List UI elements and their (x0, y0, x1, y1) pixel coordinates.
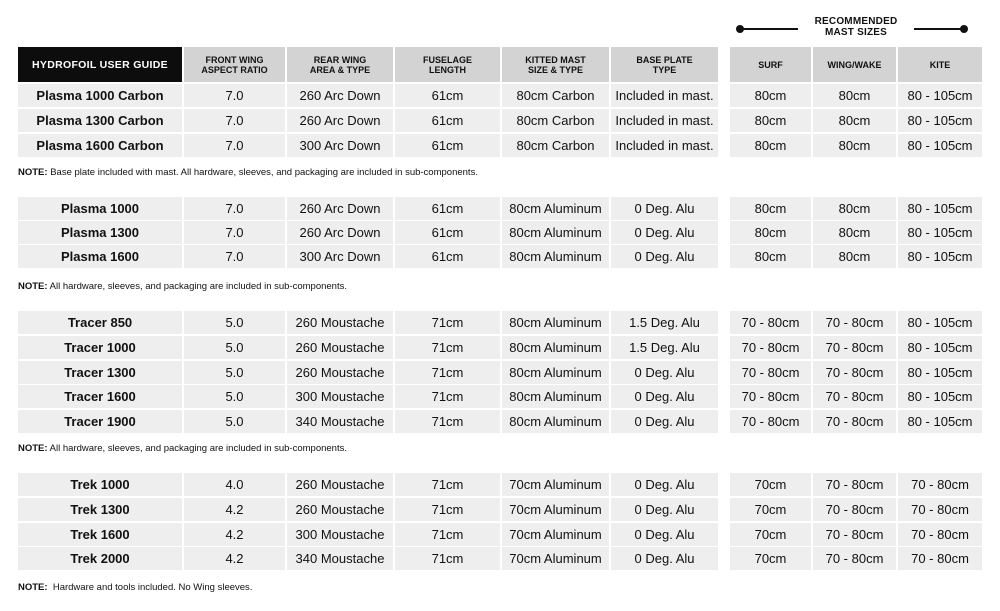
kite-mast-cell: 70 - 80cm (898, 523, 982, 546)
header-hydrofoil-user-guide: HYDROFOIL USER GUIDE (18, 47, 182, 82)
front-wing-aspect-cell: 5.0 (184, 336, 285, 359)
fuselage-length-cell: 71cm (395, 385, 500, 408)
header-base-plate: BASE PLATE TYPE (611, 47, 718, 82)
fuselage-length-cell: 71cm (395, 361, 500, 384)
front-wing-aspect-cell: 5.0 (184, 410, 285, 433)
note-label: NOTE: (18, 281, 48, 292)
model-name-cell: Plasma 1000 Carbon (18, 84, 182, 107)
model-name-cell: Tracer 1600 (18, 385, 182, 408)
model-name-cell: Tracer 1900 (18, 410, 182, 433)
fuselage-length-cell: 71cm (395, 498, 500, 521)
kite-mast-cell: 70 - 80cm (898, 473, 982, 496)
surf-mast-cell: 80cm (730, 134, 811, 157)
wing-wake-mast-cell: 80cm (813, 84, 896, 107)
rear-wing-area-cell: 340 Moustache (287, 547, 393, 570)
kite-mast-cell: 80 - 105cm (898, 84, 982, 107)
note-text: All hardware, sleeves, and packaging are included in sub-components. (47, 443, 347, 454)
rear-wing-area-cell: 260 Moustache (287, 311, 393, 334)
front-wing-aspect-cell: 7.0 (184, 197, 285, 220)
fuselage-length-cell: 61cm (395, 245, 500, 268)
rear-wing-area-cell: 260 Arc Down (287, 109, 393, 132)
fuselage-length-cell: 61cm (395, 197, 500, 220)
kitted-mast-cell: 80cm Aluminum (502, 336, 609, 359)
left-divider-line (740, 28, 798, 30)
note-text: Hardware and tools included. No Wing sleeves. (47, 582, 253, 593)
fuselage-length-cell: 61cm (395, 84, 500, 107)
front-wing-aspect-cell: 4.2 (184, 547, 285, 570)
model-name-cell: Trek 1000 (18, 473, 182, 496)
front-wing-aspect-cell: 5.0 (184, 385, 285, 408)
surf-mast-cell: 80cm (730, 245, 811, 268)
base-plate-cell: 0 Deg. Alu (611, 523, 718, 546)
base-plate-cell: 1.5 Deg. Alu (611, 336, 718, 359)
surf-mast-cell: 80cm (730, 84, 811, 107)
fuselage-length-cell: 61cm (395, 134, 500, 157)
rear-wing-area-cell: 260 Moustache (287, 361, 393, 384)
fuselage-length-cell: 71cm (395, 410, 500, 433)
rear-wing-area-cell: 260 Moustache (287, 336, 393, 359)
fuselage-length-cell: 61cm (395, 221, 500, 244)
recommended-mast-sizes-title: RECOMMENDED MAST SIZES (814, 16, 898, 38)
model-name-cell: Tracer 1300 (18, 361, 182, 384)
note-text: All hardware, sleeves, and packaging are included in sub-components. (47, 281, 347, 292)
front-wing-aspect-cell: 5.0 (184, 361, 285, 384)
surf-mast-cell: 70cm (730, 547, 811, 570)
header-fuselage: FUSELAGE LENGTH (395, 47, 500, 82)
base-plate-cell: Included in mast. (611, 109, 718, 132)
wing-wake-mast-cell: 80cm (813, 134, 896, 157)
surf-mast-cell: 70 - 80cm (730, 385, 811, 408)
wing-wake-mast-cell: 70 - 80cm (813, 547, 896, 570)
kite-mast-cell: 80 - 105cm (898, 109, 982, 132)
kitted-mast-cell: 80cm Aluminum (502, 385, 609, 408)
rear-wing-area-cell: 340 Moustache (287, 410, 393, 433)
base-plate-cell: 0 Deg. Alu (611, 547, 718, 570)
right-dot-icon (960, 25, 968, 33)
front-wing-aspect-cell: 7.0 (184, 221, 285, 244)
wing-wake-mast-cell: 70 - 80cm (813, 498, 896, 521)
kitted-mast-cell: 70cm Aluminum (502, 523, 609, 546)
base-plate-cell: 0 Deg. Alu (611, 221, 718, 244)
front-wing-aspect-cell: 7.0 (184, 109, 285, 132)
base-plate-cell: Included in mast. (611, 84, 718, 107)
kite-mast-cell: 80 - 105cm (898, 361, 982, 384)
kite-mast-cell: 80 - 105cm (898, 197, 982, 220)
kitted-mast-cell: 80cm Aluminum (502, 311, 609, 334)
base-plate-cell: 0 Deg. Alu (611, 361, 718, 384)
group-note (18, 281, 347, 292)
model-name-cell: Plasma 1600 (18, 245, 182, 268)
header-wing-wake: WING/WAKE (813, 47, 896, 82)
wing-wake-mast-cell: 70 - 80cm (813, 385, 896, 408)
front-wing-aspect-cell: 4.0 (184, 473, 285, 496)
kite-mast-cell: 80 - 105cm (898, 221, 982, 244)
rear-wing-area-cell: 300 Moustache (287, 523, 393, 546)
rear-wing-area-cell: 300 Arc Down (287, 134, 393, 157)
note-text: Base plate included with mast. All hardware, sleeves, and packaging are included in sub-components. (47, 167, 478, 178)
base-plate-cell: 0 Deg. Alu (611, 410, 718, 433)
recommended-mast-sizes-header (730, 8, 982, 44)
fuselage-length-cell: 71cm (395, 473, 500, 496)
wing-wake-mast-cell: 70 - 80cm (813, 523, 896, 546)
base-plate-cell: Included in mast. (611, 134, 718, 157)
base-plate-cell: 0 Deg. Alu (611, 245, 718, 268)
surf-mast-cell: 80cm (730, 221, 811, 244)
wing-wake-mast-cell: 70 - 80cm (813, 473, 896, 496)
fuselage-length-cell: 71cm (395, 547, 500, 570)
surf-mast-cell: 80cm (730, 197, 811, 220)
note-label: NOTE: (18, 443, 48, 454)
surf-mast-cell: 70 - 80cm (730, 410, 811, 433)
rear-wing-area-cell: 260 Arc Down (287, 221, 393, 244)
kite-mast-cell: 80 - 105cm (898, 134, 982, 157)
kite-mast-cell: 80 - 105cm (898, 410, 982, 433)
surf-mast-cell: 70 - 80cm (730, 361, 811, 384)
kitted-mast-cell: 80cm Aluminum (502, 197, 609, 220)
kite-mast-cell: 80 - 105cm (898, 245, 982, 268)
kite-mast-cell: 70 - 80cm (898, 498, 982, 521)
rear-wing-area-cell: 300 Moustache (287, 385, 393, 408)
kitted-mast-cell: 70cm Aluminum (502, 473, 609, 496)
model-name-cell: Plasma 1000 (18, 197, 182, 220)
wing-wake-mast-cell: 80cm (813, 109, 896, 132)
fuselage-length-cell: 71cm (395, 311, 500, 334)
wing-wake-mast-cell: 80cm (813, 245, 896, 268)
fuselage-length-cell: 61cm (395, 109, 500, 132)
model-name-cell: Tracer 1000 (18, 336, 182, 359)
kite-mast-cell: 70 - 80cm (898, 547, 982, 570)
note-label: NOTE: (18, 582, 48, 593)
kite-mast-cell: 80 - 105cm (898, 385, 982, 408)
wing-wake-mast-cell: 70 - 80cm (813, 311, 896, 334)
model-name-cell: Trek 1300 (18, 498, 182, 521)
fuselage-length-cell: 71cm (395, 523, 500, 546)
group-note (18, 443, 347, 454)
header-rear-wing: REAR WING AREA & TYPE (287, 47, 393, 82)
surf-mast-cell: 70cm (730, 523, 811, 546)
surf-mast-cell: 70 - 80cm (730, 311, 811, 334)
base-plate-cell: 0 Deg. Alu (611, 473, 718, 496)
rear-wing-area-cell: 260 Moustache (287, 473, 393, 496)
surf-mast-cell: 70cm (730, 498, 811, 521)
model-name-cell: Trek 2000 (18, 547, 182, 570)
kitted-mast-cell: 80cm Carbon (502, 134, 609, 157)
wing-wake-mast-cell: 80cm (813, 197, 896, 220)
model-name-cell: Plasma 1300 Carbon (18, 109, 182, 132)
model-name-cell: Trek 1600 (18, 523, 182, 546)
kitted-mast-cell: 70cm Aluminum (502, 547, 609, 570)
base-plate-cell: 0 Deg. Alu (611, 498, 718, 521)
model-name-cell: Tracer 850 (18, 311, 182, 334)
surf-mast-cell: 80cm (730, 109, 811, 132)
right-divider-line (914, 28, 962, 30)
kitted-mast-cell: 80cm Carbon (502, 84, 609, 107)
base-plate-cell: 1.5 Deg. Alu (611, 311, 718, 334)
kitted-mast-cell: 80cm Aluminum (502, 245, 609, 268)
front-wing-aspect-cell: 7.0 (184, 245, 285, 268)
front-wing-aspect-cell: 7.0 (184, 134, 285, 157)
fuselage-length-cell: 71cm (395, 336, 500, 359)
wing-wake-mast-cell: 80cm (813, 221, 896, 244)
group-note (18, 167, 478, 178)
kitted-mast-cell: 80cm Aluminum (502, 410, 609, 433)
group-note (18, 582, 252, 593)
note-label: NOTE: (18, 167, 48, 178)
base-plate-cell: 0 Deg. Alu (611, 197, 718, 220)
surf-mast-cell: 70cm (730, 473, 811, 496)
kitted-mast-cell: 80cm Aluminum (502, 221, 609, 244)
front-wing-aspect-cell: 4.2 (184, 498, 285, 521)
wing-wake-mast-cell: 70 - 80cm (813, 410, 896, 433)
front-wing-aspect-cell: 4.2 (184, 523, 285, 546)
base-plate-cell: 0 Deg. Alu (611, 385, 718, 408)
rear-wing-area-cell: 260 Arc Down (287, 197, 393, 220)
model-name-cell: Plasma 1600 Carbon (18, 134, 182, 157)
model-name-cell: Plasma 1300 (18, 221, 182, 244)
kitted-mast-cell: 80cm Aluminum (502, 361, 609, 384)
kitted-mast-cell: 70cm Aluminum (502, 498, 609, 521)
header-surf: SURF (730, 47, 811, 82)
rear-wing-area-cell: 260 Arc Down (287, 84, 393, 107)
front-wing-aspect-cell: 7.0 (184, 84, 285, 107)
header-front-wing: FRONT WING ASPECT RATIO (184, 47, 285, 82)
front-wing-aspect-cell: 5.0 (184, 311, 285, 334)
kitted-mast-cell: 80cm Carbon (502, 109, 609, 132)
rear-wing-area-cell: 260 Moustache (287, 498, 393, 521)
rear-wing-area-cell: 300 Arc Down (287, 245, 393, 268)
wing-wake-mast-cell: 70 - 80cm (813, 361, 896, 384)
kite-mast-cell: 80 - 105cm (898, 311, 982, 334)
wing-wake-mast-cell: 70 - 80cm (813, 336, 896, 359)
surf-mast-cell: 70 - 80cm (730, 336, 811, 359)
header-kite: KITE (898, 47, 982, 82)
kite-mast-cell: 80 - 105cm (898, 336, 982, 359)
header-kitted-mast: KITTED MAST SIZE & TYPE (502, 47, 609, 82)
